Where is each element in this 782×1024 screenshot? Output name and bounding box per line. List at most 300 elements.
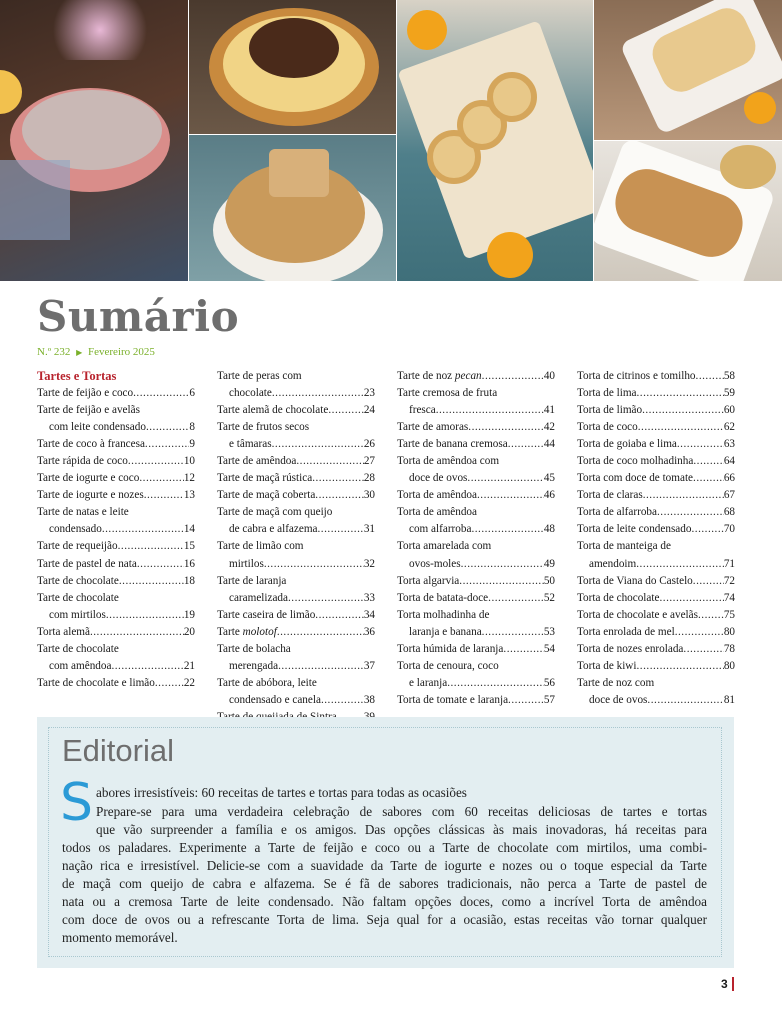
editorial-line: que vão surpreender a família e os amigos. Das opções clássicas às mais inovadoras, há receitas para [96, 822, 707, 837]
leader-dots [111, 658, 183, 675]
leader-dots [488, 590, 544, 607]
toc-entry-title: Torta de leite condensado [577, 523, 692, 536]
toc-entry-line [217, 556, 375, 573]
leader-dots [471, 521, 543, 538]
toc-entry-subtitle: com amêndoa [49, 659, 112, 672]
toc-page-number: 31 [363, 523, 375, 536]
toc-entry-title: Torta molhadinha de [397, 608, 490, 621]
toc-page-number: 74 [723, 591, 735, 604]
leader-dots [278, 658, 364, 675]
toc-entry-title: Torta algarvia [397, 574, 460, 587]
toc-page-number: 15 [183, 540, 195, 553]
toc-entry-title: Tarte de maçã com queijo [217, 506, 333, 519]
editorial-dropcap: S [60, 773, 94, 833]
toc-entry-title: Tarte de amoras [397, 421, 469, 434]
toc-entry [37, 573, 195, 590]
toc-entry-title: Torta de manteiga de [577, 540, 671, 553]
toc-page-number: 75 [723, 608, 735, 621]
toc-entry-line [217, 607, 375, 624]
toc-page-number: 18 [183, 574, 195, 587]
toc-entry [577, 624, 735, 641]
toc-entry-line [217, 487, 375, 504]
toc-entry-subtitle: e laranja [409, 676, 448, 689]
toc-page-number: 62 [723, 421, 735, 434]
toc-page-number: 44 [543, 438, 555, 451]
toc-entry-line [397, 624, 555, 641]
toc-page-number: 80 [723, 625, 735, 638]
leader-dots [144, 487, 184, 504]
toc-entry [397, 368, 555, 385]
leader-dots [508, 436, 544, 453]
toc-entry-title: Torta de coco molhadinha [577, 455, 694, 468]
leader-dots [637, 658, 724, 675]
toc-page-number: 23 [363, 387, 375, 400]
toc-entry [217, 419, 375, 453]
toc-entry-line [577, 692, 735, 709]
toc-page-number: 60 [723, 404, 735, 417]
toc-page-number: 72 [723, 574, 735, 587]
toc-entry [577, 368, 735, 385]
leader-dots [659, 590, 723, 607]
toc-entry-line [577, 470, 735, 487]
toc-entry-title: Torta enrolada de mel [577, 625, 675, 638]
toc-entry-line [217, 385, 375, 402]
toc-entry [217, 641, 375, 675]
toc-entry-line [37, 521, 195, 538]
toc-page-number: 70 [723, 523, 735, 536]
toc-page-number: 53 [543, 625, 555, 638]
toc-entry-title: Torta de coco [577, 421, 638, 434]
leader-dots [636, 556, 724, 573]
leader-dots [321, 692, 364, 709]
toc-entry-title: Torta de amêndoa [397, 506, 477, 519]
toc-entry-line [37, 487, 195, 504]
leader-dots [272, 385, 364, 402]
toc-entry [397, 453, 555, 487]
toc-entry [217, 487, 375, 504]
leader-dots [277, 624, 364, 641]
toc-entry [37, 538, 195, 555]
toc-entry-line [397, 521, 555, 538]
toc-page-number: 20 [183, 625, 195, 638]
toc-page-number: 36 [363, 625, 375, 638]
photo-custard-tart [189, 0, 396, 134]
toc-entry [37, 453, 195, 470]
toc-entry [37, 385, 195, 402]
toc-entry-subtitle: com leite condensado [49, 421, 146, 434]
toc-entry-subtitle: e tâmaras [229, 438, 272, 451]
toc-entry-title: Torta alemã [37, 625, 90, 638]
toc-page-number: 64 [723, 455, 735, 468]
leader-dots [155, 675, 184, 692]
editorial-line: de maçã com queijo de cabra e alfazema. Se é fã de sabores tradicionais, não perca a Tarte de pastel de [62, 876, 707, 891]
toc-entry-subtitle: ovos-moles [409, 557, 461, 570]
toc-entry-title: Tarte de requeijão [37, 540, 118, 553]
toc-entry-line [217, 590, 375, 607]
toc-page-number: 66 [723, 472, 735, 485]
leader-dots [691, 521, 723, 538]
photo-almond-roll [594, 141, 782, 281]
toc-entry [397, 487, 555, 504]
toc-page-number: 22 [183, 676, 195, 689]
toc-entry-title: Tarte de pastel de nata [37, 557, 137, 570]
leader-dots [698, 607, 724, 624]
toc-entry-line [37, 436, 195, 453]
photo-dusted-roll [594, 0, 782, 140]
leader-dots [447, 675, 544, 692]
leader-dots [675, 624, 724, 641]
toc-entry-title: Tarte de noz pecan [397, 370, 482, 382]
toc-entry-title: Tarte de chocolate [37, 591, 119, 604]
toc-entry-title: Tarte de maçã coberta [217, 489, 316, 502]
toc-entry-line [397, 368, 555, 385]
leader-dots [119, 573, 184, 590]
toc-entry-subtitle: fresca [409, 404, 436, 417]
toc-entry-line [37, 419, 195, 436]
toc-entry-line [37, 556, 195, 573]
toc-page-number: 13 [183, 489, 195, 502]
leader-dots [312, 470, 364, 487]
toc-entry [37, 436, 195, 453]
toc-entry-line [37, 624, 195, 641]
toc-entry [217, 402, 375, 419]
toc-entry-line [37, 658, 195, 675]
toc-page-number: 59 [723, 387, 735, 400]
leader-dots [642, 402, 724, 419]
toc-entry-line [397, 675, 555, 692]
toc-entry [577, 436, 735, 453]
leader-dots [139, 470, 183, 487]
leader-dots [90, 624, 184, 641]
toc-entry-line [397, 692, 555, 709]
toc-page-number: 42 [543, 421, 555, 434]
toc-entry-line [37, 385, 195, 402]
toc-column-2 [217, 368, 375, 726]
toc-entry-line [217, 470, 375, 487]
toc-entry [577, 641, 735, 658]
leader-dots [696, 368, 724, 385]
toc-entry-line [37, 573, 195, 590]
toc-entry-line [577, 658, 735, 675]
toc-page-number: 49 [543, 557, 555, 570]
toc-entry [577, 487, 735, 504]
leader-dots [436, 402, 544, 419]
toc-entry-line [217, 624, 375, 641]
toc-page-number: 80 [723, 659, 735, 672]
toc-entry-title: Tarte de noz com [577, 676, 655, 689]
toc-entry [37, 487, 195, 504]
toc-entry-title: Tarte de laranja [217, 574, 287, 587]
toc-page-number: 27 [363, 455, 375, 468]
toc-entry-line [397, 419, 555, 436]
toc-page-number: 10 [183, 455, 195, 468]
toc-entry [37, 641, 195, 675]
toc-page-number: 57 [543, 693, 555, 706]
toc-entry-subtitle: chocolate [229, 387, 272, 400]
toc-entry-line [577, 487, 735, 504]
leader-dots [106, 607, 184, 624]
toc-entry [37, 590, 195, 624]
toc-entry-title: Tarte de bolacha [217, 642, 291, 655]
leader-dots [459, 573, 544, 590]
toc-entry-title: Torta de kiwi [577, 659, 637, 672]
toc-entry-line [577, 521, 735, 538]
toc-page-number: 28 [363, 472, 375, 485]
toc-entry-title: Tarte de maçã rústica [217, 472, 313, 485]
toc-entry-line [397, 470, 555, 487]
toc-entry-subtitle: laranja e banana [409, 625, 482, 638]
leader-dots [468, 419, 544, 436]
toc-entry-line [577, 419, 735, 436]
toc-page-number: 63 [723, 438, 735, 451]
toc-entry [397, 658, 555, 692]
leader-dots [102, 521, 184, 538]
leader-dots [503, 641, 543, 658]
toc-entry-subtitle: doce de ovos [589, 693, 648, 706]
toc-page-number: 45 [543, 472, 555, 485]
toc-entry [37, 402, 195, 436]
toc-page-number: 78 [723, 642, 735, 655]
leader-dots [508, 692, 544, 709]
toc-entry [217, 573, 375, 607]
toc-entry-title: Tarte de coco à francesa [37, 438, 145, 451]
leader-dots [146, 419, 189, 436]
toc-entry-title: Tarte de chocolate [37, 642, 119, 655]
toc-page-number: 16 [183, 557, 195, 570]
toc-column-4 [577, 368, 735, 709]
issue-date: Fevereiro 2025 [88, 346, 155, 358]
toc-entry-line [577, 436, 735, 453]
toc-column-3 [397, 368, 555, 709]
toc-page-number: 34 [363, 608, 375, 621]
toc-entry [577, 675, 735, 709]
toc-entry-line [217, 402, 375, 419]
toc-page-number: 21 [183, 659, 195, 672]
toc-entry-line [37, 675, 195, 692]
toc-entry-line [397, 487, 555, 504]
toc-entry-title: Torta de nozes enrolada [577, 642, 684, 655]
leader-dots [328, 402, 363, 419]
toc-entry [397, 607, 555, 641]
toc-entry [397, 641, 555, 658]
toc-entry-title: Tarte caseira de limão [217, 608, 316, 621]
page-number-bar [732, 977, 734, 991]
toc-entry [577, 607, 735, 624]
toc-entry-line [577, 556, 735, 573]
toc-entry-title: Torta de alfarroba [577, 506, 657, 519]
toc-entry-line [217, 521, 375, 538]
toc-entry-title: Tarte rápida de coco [37, 455, 128, 468]
toc-page-number: 6 [189, 387, 195, 400]
toc-entry-title: Tarte molotof [217, 625, 277, 638]
toc-entry [37, 556, 195, 573]
section-heading: Tartes e Tortas [37, 369, 117, 383]
toc-entry-title: Tarte de abóbora, leite [217, 676, 317, 689]
leader-dots [461, 556, 544, 573]
photo-blueberry-tart [0, 0, 188, 281]
toc-entry-line [37, 470, 195, 487]
editorial-line: momento memorável. [62, 930, 178, 945]
toc-entry-title: Torta de Viana do Castelo [577, 574, 693, 587]
toc-page-number: 67 [723, 489, 735, 502]
toc-page-number: 71 [723, 557, 735, 570]
toc-entry-subtitle: com mirtilos [49, 608, 106, 621]
issue-line [37, 346, 155, 358]
toc-entry [577, 504, 735, 521]
toc-entry [397, 538, 555, 572]
leader-dots [133, 385, 189, 402]
toc-entry-title: Tarte de iogurte e nozes [37, 489, 144, 502]
toc-entry-title: Torta de citrinos e tomilho [577, 370, 696, 382]
photo-swiss-roll [397, 0, 593, 281]
toc-entry-line [577, 453, 735, 470]
toc-entry [217, 607, 375, 624]
toc-entry-subtitle: amendoim [589, 557, 637, 570]
toc-entry-line [577, 624, 735, 641]
toc-entry-subtitle: mirtilos [229, 557, 264, 570]
leader-dots [477, 487, 544, 504]
editorial-line: nação rica e irresistível. Delicie-se com a suavidade da Tarte de iogurte e nozes ou o toque especial da Tarte [62, 858, 707, 873]
toc-entry-title: Torta de chocolate [577, 591, 660, 604]
leader-dots [638, 419, 724, 436]
leader-dots [118, 538, 184, 555]
toc-page-number: 58 [723, 370, 735, 382]
leader-dots [657, 504, 724, 521]
leader-dots [315, 607, 364, 624]
toc-entry-title: Tarte de limão com [217, 540, 304, 553]
page-number: 3 [721, 977, 728, 991]
toc-page-number: 19 [183, 608, 195, 621]
toc-entry-line [217, 453, 375, 470]
toc-entry-line [577, 368, 735, 385]
toc-entry-line [577, 573, 735, 590]
toc-entry-line [577, 590, 735, 607]
leader-dots [318, 521, 364, 538]
leader-dots [128, 453, 184, 470]
toc-entry [577, 419, 735, 436]
toc-entry-line [37, 538, 195, 555]
toc-entry-line [577, 641, 735, 658]
photo-strip [0, 0, 782, 281]
toc-entry-line [577, 504, 735, 521]
toc-page-number: 9 [189, 438, 195, 451]
toc-page-number: 56 [543, 676, 555, 689]
toc-page-number: 48 [543, 523, 555, 536]
leader-dots [296, 453, 363, 470]
toc-entry-line [37, 607, 195, 624]
toc-entry-title: Torta de batata-doce [397, 591, 489, 604]
toc-entry [397, 504, 555, 538]
toc-page-number: 26 [363, 438, 375, 451]
toc-entry-line [217, 658, 375, 675]
toc-entry [37, 675, 195, 692]
editorial-line: com doce de ovos ou a refrescante Torta de lima. Seja qual for a ocasião, estas receitas vão tornar qualquer [62, 912, 707, 927]
toc-entry-title: Torta de cenoura, coco [397, 659, 499, 672]
toc-entry [37, 504, 195, 538]
toc-page-number: 54 [543, 642, 555, 655]
toc-page-number: 46 [543, 489, 555, 502]
toc-entry [217, 624, 375, 641]
leader-dots [137, 556, 184, 573]
toc-entry-line [577, 402, 735, 419]
toc-entry [397, 419, 555, 436]
leader-dots [482, 368, 544, 385]
toc-page-number: 38 [363, 693, 375, 706]
leader-dots [482, 624, 544, 641]
editorial-line: nata ou a cremosa Tarte de leite condensado. Não faltam opções doces, como a incrível Torta de amêndoa [62, 894, 707, 909]
toc-page-number: 30 [363, 489, 375, 502]
toc-entry [397, 573, 555, 590]
toc-entry [217, 504, 375, 538]
toc-entry [217, 675, 375, 709]
leader-dots [693, 573, 724, 590]
toc-entry-title: Torta de tomate e laranja [397, 693, 509, 706]
leader-dots [647, 692, 723, 709]
toc-entry [577, 453, 735, 470]
toc-entry-line [397, 556, 555, 573]
triangle-icon: ▶ [76, 348, 83, 357]
toc-entry-title: Torta de amêndoa [397, 489, 477, 502]
toc-entry [577, 658, 735, 675]
toc-entry [217, 470, 375, 487]
toc-entry [577, 521, 735, 538]
toc-entry-subtitle: doce de ovos [409, 472, 468, 485]
leader-dots [288, 590, 364, 607]
toc-entry-line [397, 436, 555, 453]
toc-entry-title: Tarte de amêndoa [217, 455, 297, 468]
toc-entry [577, 590, 735, 607]
toc-entry-title: Torta de chocolate e avelãs [577, 608, 698, 621]
toc-entry-line [397, 402, 555, 419]
toc-entry-title: Tarte de feijão e coco [37, 387, 134, 400]
toc-page-number: 81 [723, 693, 735, 706]
leader-dots [315, 487, 364, 504]
toc-entry [397, 692, 555, 709]
toc-entry [577, 402, 735, 419]
toc-entry-subtitle: de cabra e alfazema [229, 523, 318, 536]
toc-entry [37, 624, 195, 641]
editorial-line: Prepare-se para uma verdadeira celebração de sabores com 60 receitas deliciosas de tartes e tortas [96, 804, 707, 819]
editorial-line: todos os paladares. Experimente a Tarte de feijão e coco ou a Tarte de chocolate com mirtilos, uma combi- [62, 840, 707, 855]
toc-page-number: 14 [183, 523, 195, 536]
photo-almond-tart [189, 135, 396, 281]
leader-dots [272, 436, 364, 453]
toc-page-number: 40 [543, 370, 555, 382]
toc-entry [37, 470, 195, 487]
toc-entry-line [397, 590, 555, 607]
toc-entry [577, 385, 735, 402]
toc-entry [577, 573, 735, 590]
toc-entry-subtitle: com alfarroba [409, 523, 472, 536]
toc-entry [577, 538, 735, 572]
toc-page-number: 68 [723, 506, 735, 519]
toc-entry-title: Tarte de feijão e avelãs [37, 404, 140, 417]
toc-entry [217, 538, 375, 572]
toc-column-1 [37, 368, 195, 692]
page-title: Sumário [37, 292, 240, 341]
editorial-headline: abores irresistíveis: 60 receitas de tartes e tortas para todas as ocasiões [96, 785, 467, 800]
toc-entry-title: Torta com doce de tomate [577, 472, 694, 485]
toc-entry-title: Torta húmida de laranja [397, 642, 504, 655]
toc-entry-subtitle: merengada [229, 659, 279, 672]
toc-entry-line [217, 692, 375, 709]
toc-page-number: 41 [543, 404, 555, 417]
toc-entry-title: Tarte alemã de chocolate [217, 404, 329, 417]
toc-entry [397, 385, 555, 419]
toc-entry-title: Tarte de frutos secos [217, 421, 310, 434]
toc-entry [397, 590, 555, 607]
toc-entry-title: Torta de claras [577, 489, 643, 502]
